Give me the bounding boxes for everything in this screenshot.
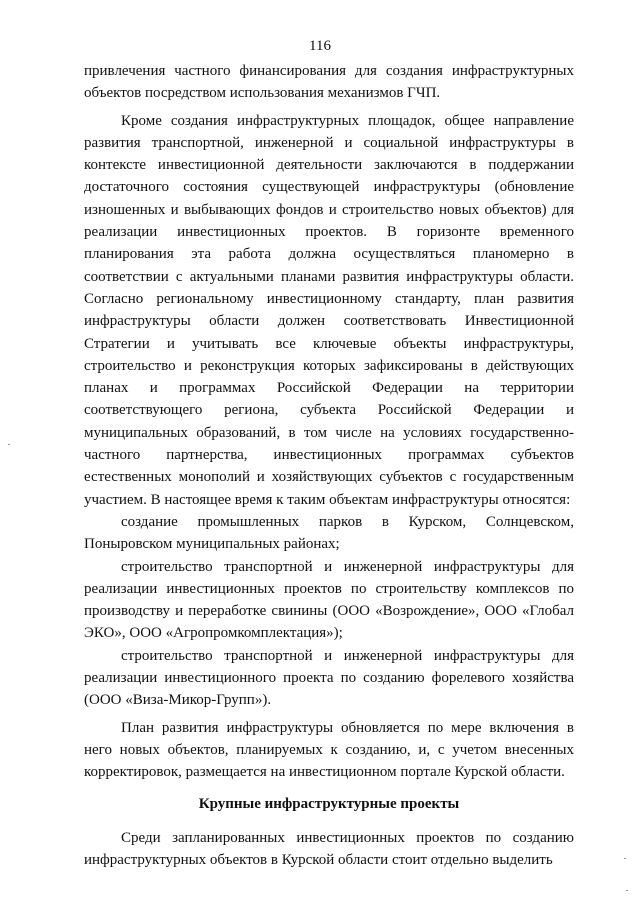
page-body	[84, 60, 574, 871]
paragraph-plan-update: План развития инфраструктуры обновляется по мере включения в него новых объектов, планируемых к созданию, и, с учетом внесенных корректировок, размещается на инвестиционном портале Курской области.	[84, 719, 574, 781]
list-item-pork-complexes: строительство транспортной и инженерной инфраструктуры для реализации инвестиционных проектов по строительству комплексов по производству и переработке свинины (ООО «Возрождение», ООО «Глобал ЭКО», ООО «Агропромкомплектация»);	[84, 558, 574, 642]
scan-artifact	[8, 444, 10, 445]
paragraph-infrastructure-directions: Кроме создания инфраструктурных площадок, общее направление развития транспортной, инженерной и социальной инфраструктуры в контексте инвестиционной деятельности заключаются в поддержании достаточного состояния существующей инфраструктуры (обновление изношенных и выбывающих фондов и строительство новых объектов) для реализации инвестиционных проектов. В горизонте временного планирования эта работа должна осуществляться планомерно в соответствии с актуальными планами развития инфраструктуры области. Согласно региональному инвестиционному стандарту, план развития инфраструктуры области должен соответствовать Инвестиционной Стратегии и учитывать все ключевые объекты инфраструктуры, строительство и реконструкция которых зафиксированы в действующих планах и программах Российской Федерации на территории соответствующего региона, субъекта Российской Федерации и муниципальных образований, в том числе на условиях государственно-частного партнерства, инвестиционных программах субъектов естественных монополий и хозяйствующих субъектов с государственным участием. В настоящее время к таким объектам инфраструктуры относятся:	[84, 112, 574, 508]
paragraph-major-projects: Среди запланированных инвестиционных проектов по созданию инфраструктурных объектов в Курской области стоит отдельно выделить	[84, 829, 574, 868]
paragraph-continuation: привлечения частного финансирования для создания инфраструктурных объектов посредством использования механизмов ГЧП.	[84, 63, 574, 102]
list-item-trout-farm: строительство транспортной и инженерной инфраструктуры для реализации инвестиционного проекта по созданию форелевого хозяйства (ООО «Виза-Микор-Групп»).	[84, 647, 574, 709]
scan-artifact	[626, 890, 628, 891]
section-heading: Крупные инфраструктурные проекты	[198, 795, 460, 812]
list-item-industrial-parks: создание промышленных парков в Курском, Солнцевском, Поныровском муниципальных районах;	[84, 513, 574, 553]
scan-artifact	[624, 858, 626, 859]
page-number: 116	[309, 38, 331, 54]
